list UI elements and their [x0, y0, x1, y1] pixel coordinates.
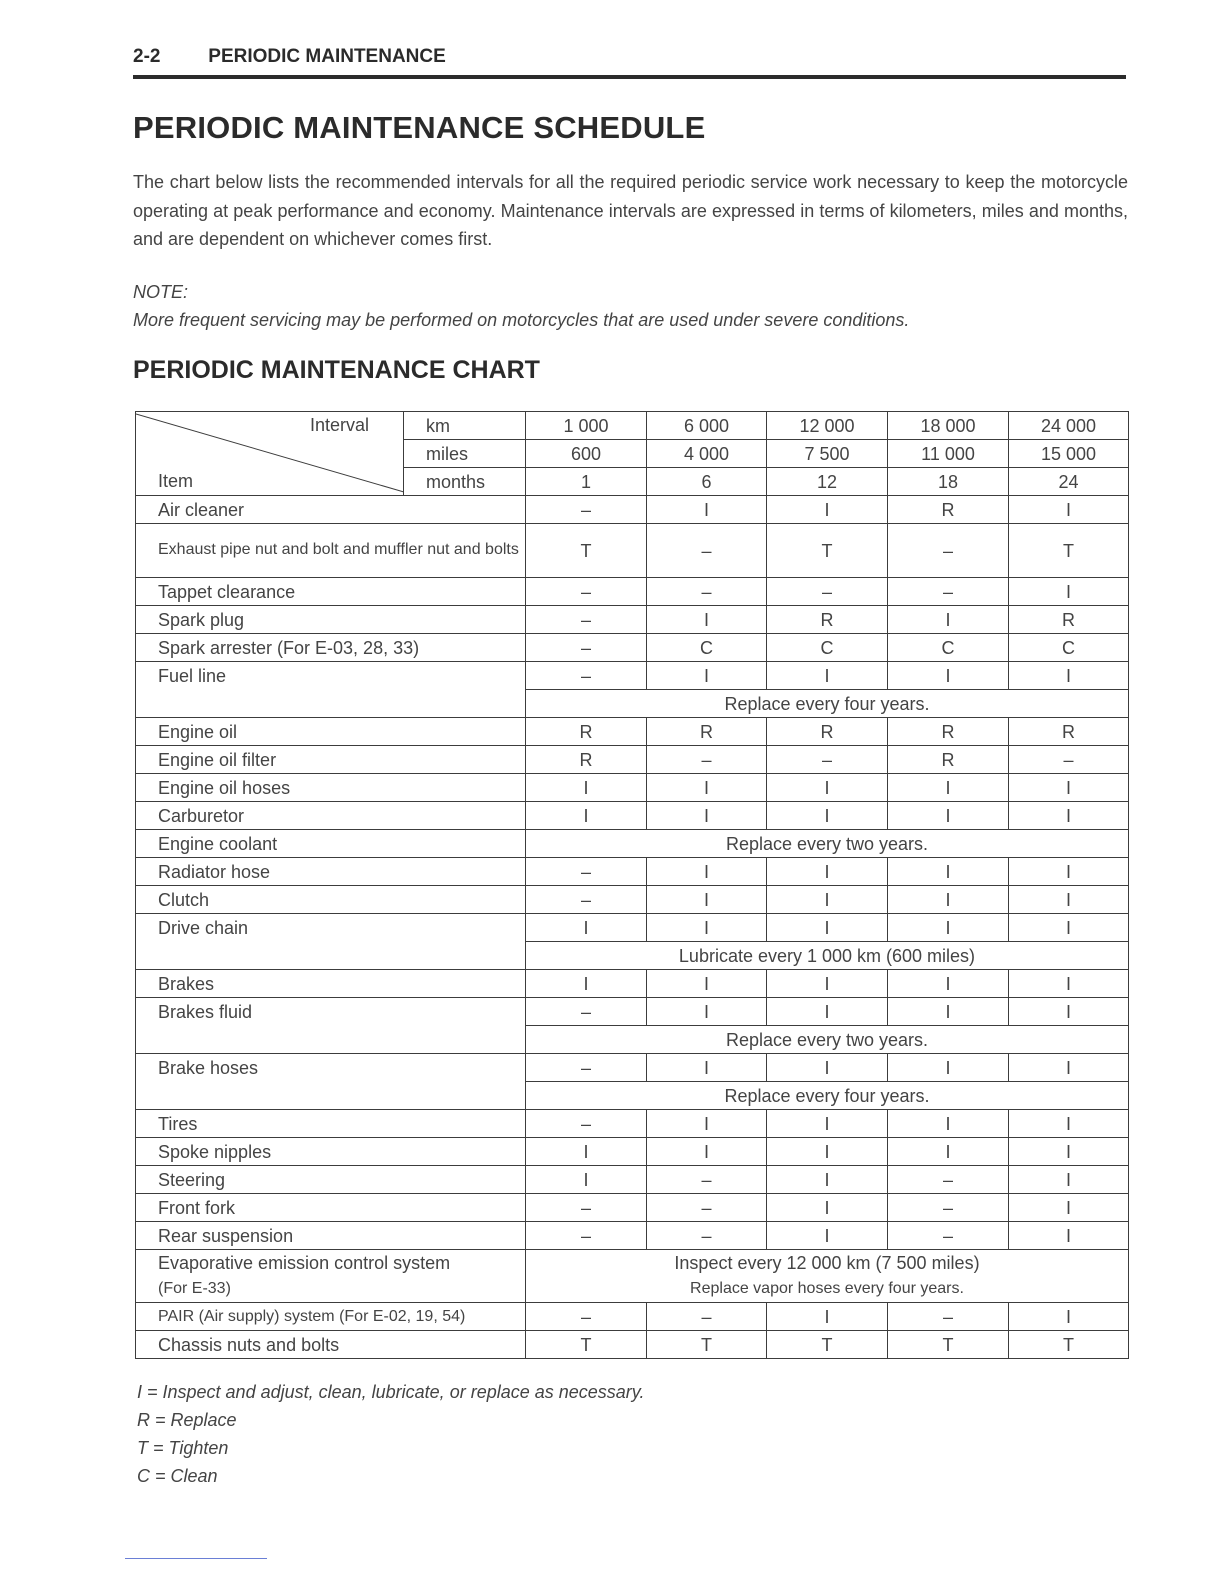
footer-link-underline — [125, 1558, 267, 1559]
interval-value: I — [888, 606, 1009, 634]
header-rule — [133, 75, 1126, 79]
interval-value: I — [1009, 970, 1129, 998]
corner-item-label: Item — [158, 471, 194, 491]
interval-value: I — [888, 1054, 1009, 1082]
interval-value: I — [1009, 858, 1129, 886]
item-name: Brakes — [136, 970, 526, 998]
section-title: PERIODIC MAINTENANCE — [208, 46, 446, 67]
maintenance-chart — [135, 411, 1129, 1359]
interval-value: I — [647, 774, 767, 802]
interval-value: – — [526, 1303, 647, 1331]
interval-value: – — [526, 578, 647, 606]
interval-value: R — [767, 606, 888, 634]
interval-value: I — [526, 802, 647, 830]
interval-value: I — [767, 998, 888, 1026]
interval-value: – — [647, 746, 767, 774]
interval-value: I — [647, 802, 767, 830]
table-row — [136, 496, 1129, 524]
interval-value: I — [888, 1110, 1009, 1138]
interval-value: I — [1009, 1222, 1129, 1250]
item-name: PAIR (Air supply) system (For E-02, 19, 54) — [136, 1303, 526, 1331]
page-number: 2-2 — [133, 46, 161, 67]
interval-value: C — [647, 634, 767, 662]
item-name: Brake hoses — [136, 1054, 526, 1110]
header-row-km — [136, 412, 1129, 440]
miles-value: 7 500 — [767, 440, 888, 468]
item-name: Engine oil filter — [136, 746, 526, 774]
interval-value: I — [1009, 998, 1129, 1026]
interval-value: T — [647, 1331, 767, 1359]
interval-value: I — [647, 1110, 767, 1138]
interval-value: – — [526, 496, 647, 524]
interval-value: I — [1009, 1194, 1129, 1222]
item-name: Spoke nipples — [136, 1138, 526, 1166]
interval-value: – — [526, 998, 647, 1026]
interval-value: – — [526, 858, 647, 886]
table-row — [136, 1166, 1129, 1194]
table-row — [136, 774, 1129, 802]
table-row — [136, 1222, 1129, 1250]
interval-value: I — [526, 774, 647, 802]
intro-paragraph: The chart below lists the recommended intervals for all the required periodic service work necessary to keep the motorcycle operating at peak performance and economy. Maintenance intervals are expressed in terms of kilometers, miles and months, and are dependent on whichever comes first. — [133, 172, 1128, 249]
interval-value: I — [647, 1138, 767, 1166]
interval-value: T — [1009, 524, 1129, 578]
interval-value: I — [888, 802, 1009, 830]
interval-value: I — [767, 496, 888, 524]
interval-value: C — [1009, 634, 1129, 662]
table-row — [136, 718, 1129, 746]
interval-value: I — [767, 886, 888, 914]
interval-value: – — [647, 524, 767, 578]
miles-value: 11 000 — [888, 440, 1009, 468]
interval-value: I — [1009, 662, 1129, 690]
table-row — [136, 858, 1129, 886]
interval-value: I — [1009, 1303, 1129, 1331]
table-row — [136, 1054, 1129, 1082]
note-text: More frequent servicing may be performed on motorcycles that are used under severe conditions. — [133, 310, 910, 330]
interval-value: I — [767, 774, 888, 802]
table-row — [136, 802, 1129, 830]
table-row — [136, 746, 1129, 774]
table-row — [136, 886, 1129, 914]
interval-value: – — [526, 1194, 647, 1222]
table-row — [136, 830, 1129, 858]
interval-value: – — [888, 524, 1009, 578]
item-name: Engine oil hoses — [136, 774, 526, 802]
interval-value: I — [1009, 886, 1129, 914]
span-note-main: Inspect every 12 000 km (7 500 miles) — [674, 1253, 980, 1273]
item-name: Tires — [136, 1110, 526, 1138]
miles-value: 15 000 — [1009, 440, 1129, 468]
table-row — [136, 970, 1129, 998]
interval-value: I — [1009, 1054, 1129, 1082]
interval-value: I — [767, 1054, 888, 1082]
item-name-main: Evaporative emission control system — [158, 1253, 451, 1273]
interval-value: – — [526, 662, 647, 690]
interval-value: I — [888, 774, 1009, 802]
interval-value: I — [888, 914, 1009, 942]
note-label: NOTE: — [133, 282, 189, 302]
interval-value: I — [767, 802, 888, 830]
interval-value: I — [767, 662, 888, 690]
interval-value: I — [767, 1110, 888, 1138]
corner-cell — [136, 412, 404, 496]
legend-tighten: T = Tighten — [137, 1438, 229, 1458]
interval-value: R — [1009, 718, 1129, 746]
km-value: 12 000 — [767, 412, 888, 440]
interval-value: I — [888, 970, 1009, 998]
corner-interval-label: Interval — [310, 415, 370, 435]
interval-value: – — [526, 886, 647, 914]
chart-title: PERIODIC MAINTENANCE CHART — [133, 356, 540, 384]
interval-value: – — [526, 606, 647, 634]
table-row — [136, 634, 1129, 662]
item-name: Front fork — [136, 1194, 526, 1222]
interval-value: – — [767, 578, 888, 606]
interval-value: I — [888, 998, 1009, 1026]
interval-value: I — [647, 1054, 767, 1082]
row-note: Replace every four years. — [526, 1082, 1129, 1110]
item-name: Rear suspension — [136, 1222, 526, 1250]
interval-value: I — [1009, 496, 1129, 524]
item-name: Carburetor — [136, 802, 526, 830]
item-name: Chassis nuts and bolts — [136, 1331, 526, 1359]
item-name: Air cleaner — [136, 496, 526, 524]
item-name: Engine coolant — [136, 830, 526, 858]
item-name — [136, 1250, 526, 1303]
months-value: 6 — [647, 468, 767, 496]
row-note: Lubricate every 1 000 km (600 miles) — [526, 942, 1129, 970]
interval-value: R — [1009, 606, 1129, 634]
table-row — [136, 578, 1129, 606]
interval-value: – — [647, 1194, 767, 1222]
table-row — [136, 1331, 1129, 1359]
unit-months: months — [404, 468, 526, 496]
interval-value: R — [888, 746, 1009, 774]
unit-km: km — [404, 412, 526, 440]
span-note — [526, 1250, 1129, 1303]
table-row — [136, 998, 1129, 1026]
table-row — [136, 662, 1129, 690]
legend-inspect: I = Inspect and adjust, clean, lubricate, or replace as necessary. — [137, 1382, 645, 1402]
interval-value: I — [647, 970, 767, 998]
interval-value: – — [1009, 746, 1129, 774]
item-name: Brakes fluid — [136, 998, 526, 1054]
months-value: 1 — [526, 468, 647, 496]
interval-value: T — [1009, 1331, 1129, 1359]
interval-value: C — [888, 634, 1009, 662]
interval-value: I — [647, 858, 767, 886]
interval-value: I — [1009, 914, 1129, 942]
interval-value: I — [767, 1194, 888, 1222]
unit-miles: miles — [404, 440, 526, 468]
interval-value: – — [647, 578, 767, 606]
span-note: Replace every two years. — [526, 830, 1129, 858]
interval-value: – — [526, 1110, 647, 1138]
interval-value: – — [647, 1222, 767, 1250]
interval-value: I — [526, 1166, 647, 1194]
row-note: Replace every two years. — [526, 1026, 1129, 1054]
interval-value: – — [647, 1166, 767, 1194]
legend-clean: C = Clean — [137, 1466, 218, 1486]
table-row — [136, 1110, 1129, 1138]
item-name: Clutch — [136, 886, 526, 914]
table-row — [136, 914, 1129, 942]
interval-value: I — [1009, 774, 1129, 802]
interval-value: I — [767, 1166, 888, 1194]
km-value: 1 000 — [526, 412, 647, 440]
interval-value: I — [1009, 1166, 1129, 1194]
interval-value: R — [647, 718, 767, 746]
interval-value: I — [647, 662, 767, 690]
interval-value: I — [767, 970, 888, 998]
interval-value: I — [767, 914, 888, 942]
item-name: Radiator hose — [136, 858, 526, 886]
interval-value: I — [1009, 1110, 1129, 1138]
interval-value: I — [1009, 578, 1129, 606]
interval-value: T — [767, 1331, 888, 1359]
page-title: PERIODIC MAINTENANCE SCHEDULE — [133, 110, 706, 145]
legend — [137, 1378, 644, 1490]
interval-value: – — [647, 1303, 767, 1331]
table-row — [136, 1194, 1129, 1222]
interval-value: I — [526, 914, 647, 942]
interval-value: I — [647, 886, 767, 914]
interval-value: – — [888, 1194, 1009, 1222]
interval-value: R — [767, 718, 888, 746]
interval-value: I — [767, 858, 888, 886]
item-name: Steering — [136, 1166, 526, 1194]
months-value: 18 — [888, 468, 1009, 496]
interval-value: I — [647, 998, 767, 1026]
table-row — [136, 1303, 1129, 1331]
interval-value: T — [526, 1331, 647, 1359]
interval-value: R — [526, 718, 647, 746]
table-row — [136, 1250, 1129, 1303]
interval-value: – — [767, 746, 888, 774]
interval-value: T — [526, 524, 647, 578]
miles-value: 4 000 — [647, 440, 767, 468]
interval-value: R — [526, 746, 647, 774]
interval-value: I — [1009, 802, 1129, 830]
interval-value: I — [767, 1222, 888, 1250]
interval-value: – — [888, 578, 1009, 606]
table-row — [136, 524, 1129, 578]
interval-value: – — [888, 1303, 1009, 1331]
interval-value: I — [647, 496, 767, 524]
km-value: 18 000 — [888, 412, 1009, 440]
item-name: Tappet clearance — [136, 578, 526, 606]
interval-value: C — [767, 634, 888, 662]
interval-value: I — [888, 858, 1009, 886]
km-value: 6 000 — [647, 412, 767, 440]
interval-value: I — [888, 1138, 1009, 1166]
interval-value: I — [888, 886, 1009, 914]
interval-value: – — [888, 1166, 1009, 1194]
interval-value: I — [888, 662, 1009, 690]
item-name: Exhaust pipe nut and bolt and muffler nut and bolts — [136, 524, 526, 578]
interval-value: R — [888, 718, 1009, 746]
interval-value: I — [647, 914, 767, 942]
interval-value: R — [888, 496, 1009, 524]
table-row — [136, 606, 1129, 634]
table-row — [136, 1138, 1129, 1166]
interval-value: – — [526, 1054, 647, 1082]
km-value: 24 000 — [1009, 412, 1129, 440]
item-name-sub: (For E-33) — [158, 1280, 231, 1297]
span-note-sub: Replace vapor hoses every four years. — [690, 1280, 964, 1297]
interval-value: T — [888, 1331, 1009, 1359]
item-name: Engine oil — [136, 718, 526, 746]
interval-value: I — [767, 1303, 888, 1331]
interval-value: I — [526, 970, 647, 998]
item-name: Spark plug — [136, 606, 526, 634]
interval-value: I — [526, 1138, 647, 1166]
months-value: 24 — [1009, 468, 1129, 496]
interval-value: – — [526, 1222, 647, 1250]
interval-value: I — [1009, 1138, 1129, 1166]
legend-replace: R = Replace — [137, 1410, 237, 1430]
interval-value: – — [888, 1222, 1009, 1250]
interval-value: I — [647, 606, 767, 634]
item-name: Drive chain — [136, 914, 526, 970]
item-name: Fuel line — [136, 662, 526, 718]
row-note: Replace every four years. — [526, 690, 1129, 718]
interval-value: T — [767, 524, 888, 578]
page-header — [133, 46, 1126, 68]
miles-value: 600 — [526, 440, 647, 468]
item-name: Spark arrester (For E-03, 28, 33) — [136, 634, 526, 662]
interval-value: – — [526, 634, 647, 662]
months-value: 12 — [767, 468, 888, 496]
interval-value: I — [767, 1138, 888, 1166]
